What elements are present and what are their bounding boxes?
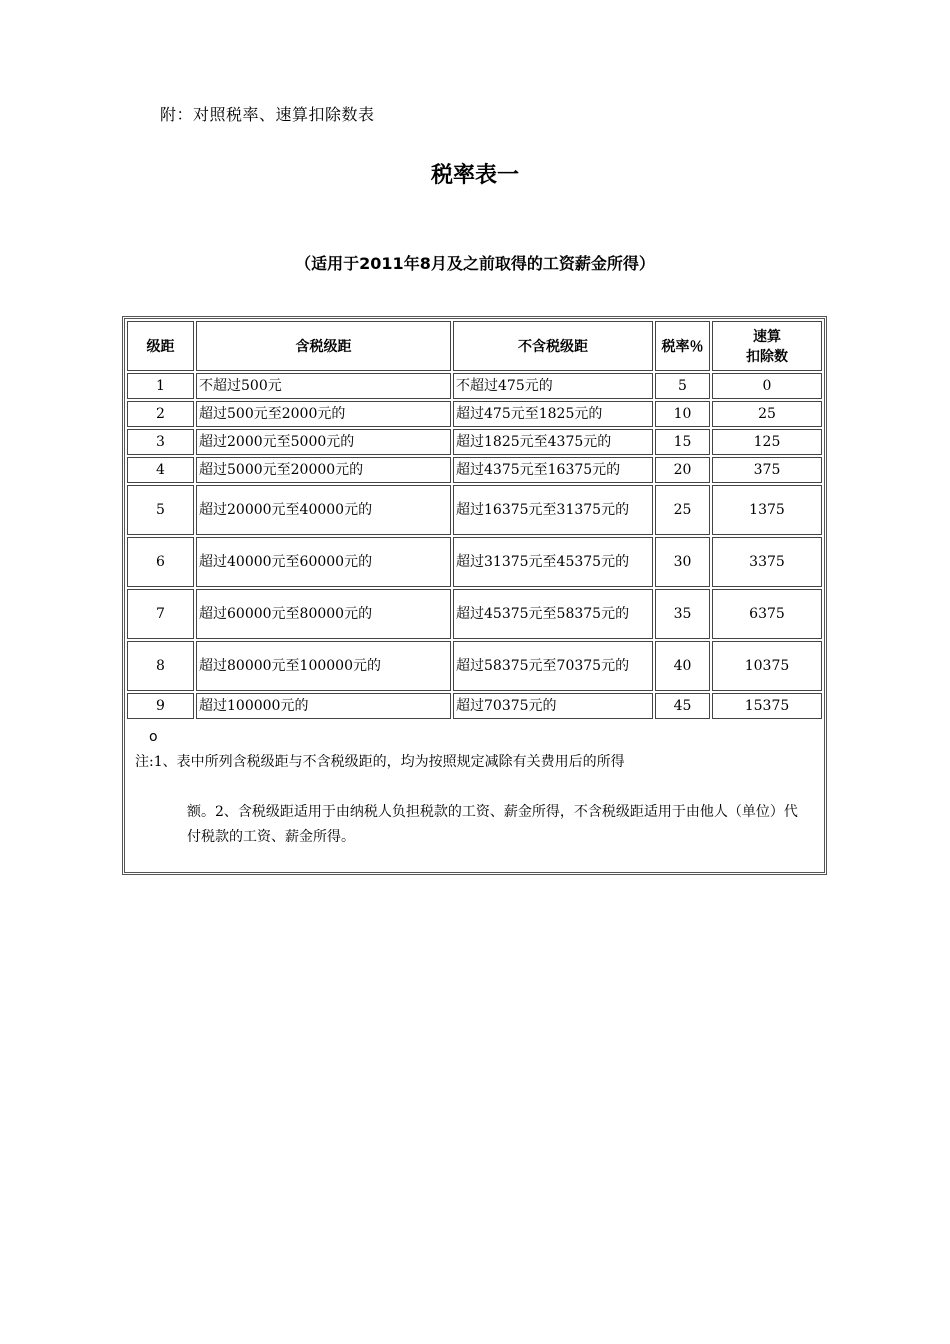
cell-deduction: 6375: [712, 589, 822, 639]
cell-taxable: 超过60000元至80000元的: [196, 589, 451, 639]
cell-rate: 35: [655, 589, 710, 639]
cell-level: 6: [127, 537, 194, 587]
table-row: [127, 485, 822, 535]
cell-non-taxable: 超过475元至1825元的: [453, 401, 653, 427]
cell-rate: 10: [655, 401, 710, 427]
cell-level: 4: [127, 457, 194, 483]
cell-deduction: 375: [712, 457, 822, 483]
cell-non-taxable: 超过4375元至16375元的: [453, 457, 653, 483]
cell-deduction: 1375: [712, 485, 822, 535]
tax-rate-table: [125, 319, 824, 872]
table-row: [127, 641, 822, 691]
header-rate: 税率％: [655, 321, 710, 371]
cell-deduction: 25: [712, 401, 822, 427]
header-quick-deduction: [712, 321, 822, 371]
cell-taxable: 超过5000元至20000元的: [196, 457, 451, 483]
cell-deduction: 125: [712, 429, 822, 455]
note-line-1-text: 注:1、表中所列含税级距与不含税级距的，均为按照规定减除有关费用后的所得: [135, 754, 625, 770]
page-title: 税率表一: [430, 163, 519, 188]
cell-non-taxable: 超过45375元至58375元的: [453, 589, 653, 639]
cell-taxable: 超过20000元至40000元的: [196, 485, 451, 535]
cell-level: 5: [127, 485, 194, 535]
cell-taxable: 超过100000元的: [196, 693, 451, 719]
attachment-line: 附：对照税率、速算扣除数表: [160, 105, 375, 124]
cell-level: 1: [127, 373, 194, 399]
cell-rate: 20: [655, 457, 710, 483]
cell-rate: 30: [655, 537, 710, 587]
table-row: [127, 693, 822, 719]
table-row: [127, 429, 822, 455]
table-row: [127, 401, 822, 427]
cell-level: 3: [127, 429, 194, 455]
cell-taxable: 超过80000元至100000元的: [196, 641, 451, 691]
cell-rate: 40: [655, 641, 710, 691]
cell-rate: 45: [655, 693, 710, 719]
page-subtitle: （适用于2011年8月及之前取得的工资薪金所得）: [295, 254, 655, 273]
table-row: [127, 589, 822, 639]
table-note-row: [127, 721, 822, 870]
header-quick-deduction-line2: 扣除数: [746, 349, 788, 365]
header-level: 级距: [127, 321, 194, 371]
cell-level: 8: [127, 641, 194, 691]
table-header-row: [127, 321, 822, 371]
header-quick-deduction-line1: 速算: [753, 329, 781, 345]
cell-level: 9: [127, 693, 194, 719]
cell-taxable: 超过40000元至60000元的: [196, 537, 451, 587]
cell-taxable: 超过500元至2000元的: [196, 401, 451, 427]
note-line-1: [135, 750, 814, 775]
cell-non-taxable: 超过16375元至31375元的: [453, 485, 653, 535]
header-taxable-range: 含税级距: [196, 321, 451, 371]
table-row: [127, 373, 822, 399]
cell-rate: 25: [655, 485, 710, 535]
cell-level: 7: [127, 589, 194, 639]
cell-non-taxable: 超过70375元的: [453, 693, 653, 719]
cell-level: 2: [127, 401, 194, 427]
cell-non-taxable: 超过58375元至70375元的: [453, 641, 653, 691]
cell-deduction: 3375: [712, 537, 822, 587]
cell-deduction: 15375: [712, 693, 822, 719]
cell-taxable: 超过2000元至5000元的: [196, 429, 451, 455]
header-non-taxable-range: 不含税级距: [453, 321, 653, 371]
cell-rate: 15: [655, 429, 710, 455]
tax-rate-table-frame: [122, 316, 827, 875]
table-row: [127, 537, 822, 587]
cell-non-taxable: 超过1825元至4375元的: [453, 429, 653, 455]
cell-taxable: 不超过500元: [196, 373, 451, 399]
note-continuation: 额。2、含税级距适用于由纳税人负担税款的工资、薪金所得，不含税级距适用于由他人（单位）代付税款的工资、薪金所得。: [187, 804, 798, 845]
cell-deduction: 10375: [712, 641, 822, 691]
table-body: [127, 373, 822, 870]
cell-non-taxable: 超过31375元至45375元的: [453, 537, 653, 587]
cell-deduction: 0: [712, 373, 822, 399]
cell-non-taxable: 不超过475元的: [453, 373, 653, 399]
table-note: [127, 721, 822, 870]
cell-rate: 5: [655, 373, 710, 399]
note-bullet: o: [149, 729, 158, 745]
table-row: [127, 457, 822, 483]
